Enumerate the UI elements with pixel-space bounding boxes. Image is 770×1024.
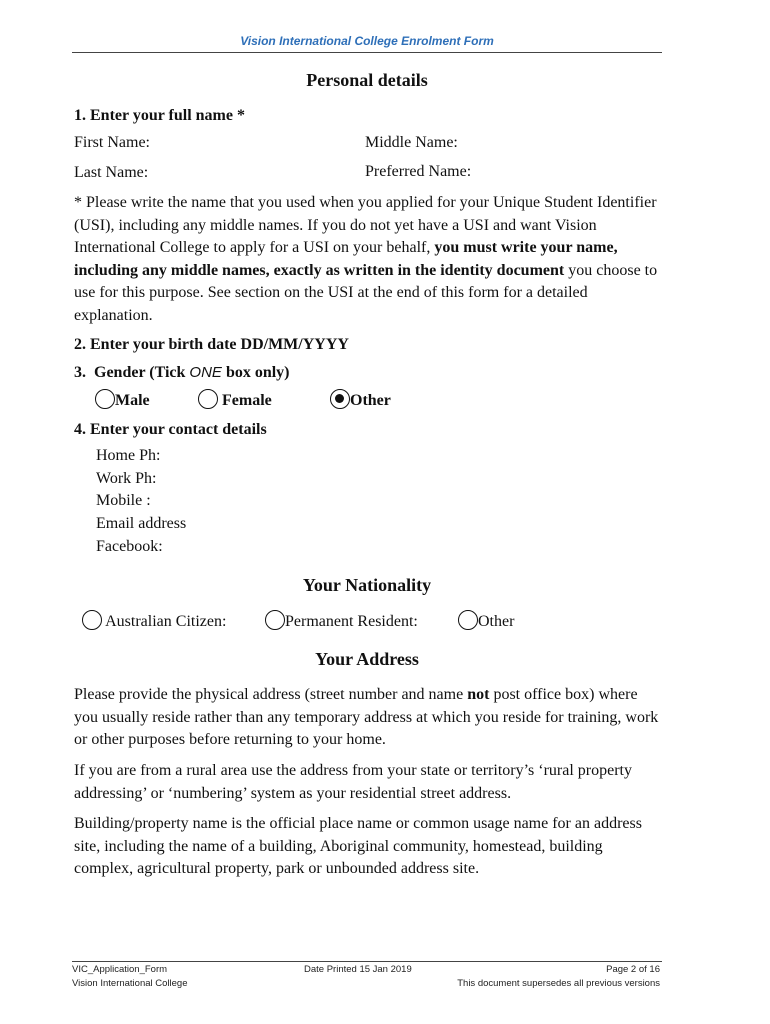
gender-option-other[interactable]: Other xyxy=(330,389,391,410)
address-paragraph-2: If you are from a rural area use the address from your state or territory’s ‘rural property addressing’ or ‘numbering’ system as your residential street address. xyxy=(74,762,632,802)
contact-mobile-label: Mobile : xyxy=(96,492,151,509)
address-paragraph-1: Please provide the physical address (street number and name not post office box) where you usually reside rather than any temporary address at which you reside for training, work or other purposes before returning to your home. xyxy=(74,686,659,748)
radio-nationality-other[interactable] xyxy=(458,610,478,630)
first-name-label: First Name: xyxy=(74,134,150,151)
question-gender: 3. Gender (Tick ONE box only) xyxy=(74,364,290,381)
running-header: Vision International College Enrolment Form xyxy=(240,34,494,48)
radio-australian-citizen[interactable] xyxy=(82,610,102,630)
question-contact-details: 4. Enter your contact details xyxy=(74,421,267,438)
section-heading-address: Your Address xyxy=(315,649,419,669)
section-heading-nationality: Your Nationality xyxy=(302,575,432,595)
preferred-name-label: Preferred Name: xyxy=(365,163,472,180)
footer-divider xyxy=(72,961,662,962)
radio-female[interactable] xyxy=(198,389,218,409)
address-paragraph-3: Building/property name is the official place name or common usage name for an address site, including the name of a building, Aboriginal community, homestead, building complex, agricultural property, park or unbounded address site. xyxy=(74,815,642,877)
radio-permanent-resident[interactable] xyxy=(265,610,285,630)
last-name-label: Last Name: xyxy=(74,164,149,181)
section-heading-personal: Personal details xyxy=(306,70,428,90)
radio-other-checked[interactable] xyxy=(330,389,350,409)
nationality-option-resident[interactable]: Permanent Resident: xyxy=(265,610,418,631)
footer-organisation: Vision International College xyxy=(72,978,188,989)
gender-option-female[interactable]: Female xyxy=(198,389,272,410)
question-birth-date: 2. Enter your birth date DD/MM/YYYY xyxy=(74,336,349,353)
nationality-option-citizen[interactable]: Australian Citizen: xyxy=(82,610,226,631)
footer-supersedes-note: This document supersedes all previous versions xyxy=(457,978,660,989)
contact-facebook-label: Facebook: xyxy=(96,538,163,555)
contact-work-phone-label: Work Ph: xyxy=(96,470,157,487)
footer-form-id: VIC_Application_Form xyxy=(72,964,168,975)
radio-male[interactable] xyxy=(95,389,115,409)
question-full-name: 1. Enter your full name * xyxy=(74,107,245,124)
gender-option-male[interactable]: Male xyxy=(95,389,150,410)
header-divider xyxy=(72,52,662,53)
contact-email-label: Email address xyxy=(96,515,187,532)
nationality-option-other[interactable]: Other xyxy=(458,610,514,631)
usi-name-note: * Please write the name that you used when you applied for your Unique Student Identifier (USI), including any middle names. If you do not yet have a USI and want Vision International College to apply for a USI on your behalf, you must write your name, including any middle names, exactly as written in the identity document you choose to use for this purpose. See section on the USI at the end of this form for a detailed explanation. xyxy=(74,194,658,324)
contact-home-phone-label: Home Ph: xyxy=(96,447,161,464)
middle-name-label: Middle Name: xyxy=(365,134,458,151)
footer-date-printed: Date Printed 15 Jan 2019 xyxy=(304,964,412,975)
footer-page-number: Page 2 of 16 xyxy=(606,964,660,975)
